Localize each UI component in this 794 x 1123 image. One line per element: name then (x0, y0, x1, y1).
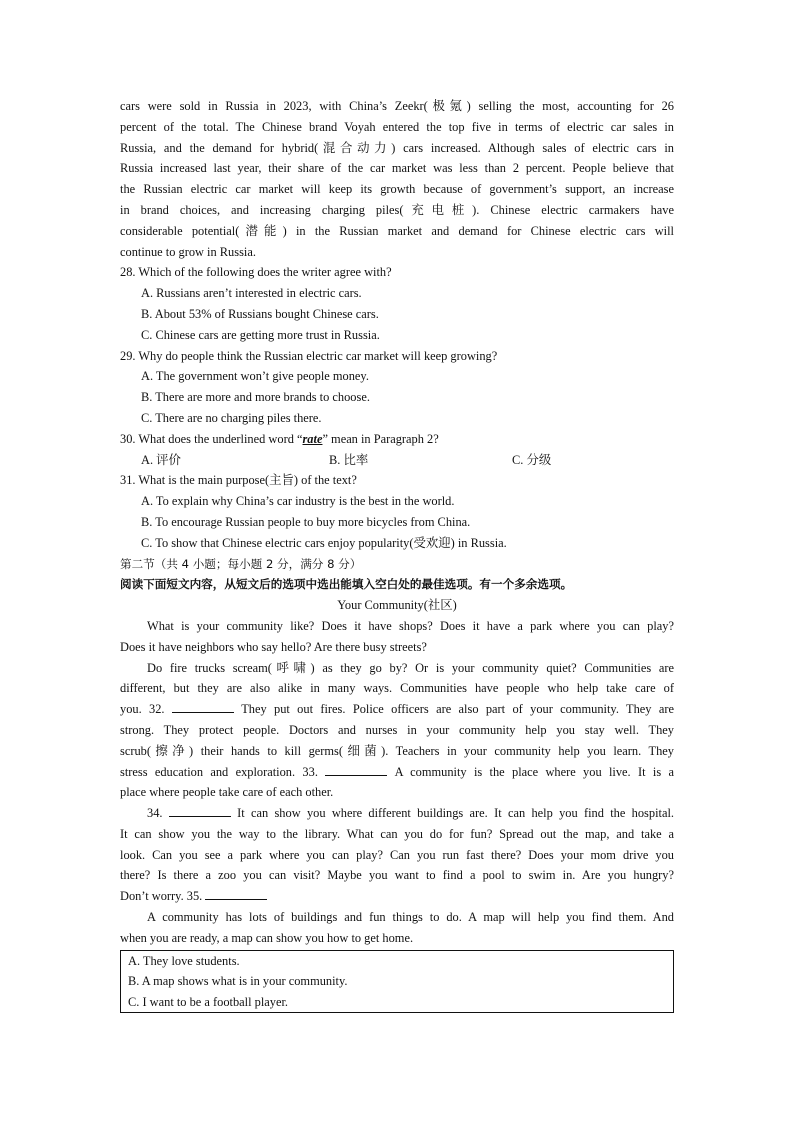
passage-line: there? Is there a zoo you can visit? Maybe you want to find a pool to swim in. Are you hungry? (120, 868, 674, 883)
question-stem (120, 429, 674, 450)
passage-line: Russia increased last year, their share of the car market was less than 2 percent. People believe that (120, 161, 674, 176)
passage-line (120, 803, 674, 824)
passage-line: It can show you the way to the library. What can you do for fun? Spread out the map, and take a (120, 826, 674, 841)
paragraph-4 (120, 907, 674, 949)
section-instruction: 阅读下面短文内容，从短文后的选项中选出能填入空白处的最佳选项。有一个多余选项。 (120, 577, 573, 592)
passage-line: when you are ready, a map can show you how to get home. (120, 930, 414, 945)
passage-line: cars were sold in Russia in 2023, with China’s Zeekr(极氪) selling the most, accounting for 26 (120, 99, 674, 113)
passage-line: different, but they are also alike in many ways. Communities have people who help take care of (120, 681, 674, 696)
option-a: A. The government won’t give people money. (141, 369, 369, 384)
passage-line (120, 699, 674, 720)
section-heading: 第二节（共 4 小题；每小题 2 分，满分 8 分） (120, 556, 362, 571)
passage-line (120, 762, 674, 783)
passage-text: It can show you where different buildings are. It can help you find the hospital. (237, 806, 674, 821)
option-b: B. About 53% of Russians bought Chinese cars. (141, 306, 379, 321)
target-word: rate (302, 431, 323, 446)
stem-suffix: ” mean in Paragraph 2? (322, 431, 439, 446)
passage-text: They put out fires. Police officers are also part of your community. They are (241, 702, 674, 717)
passage-line: percent of the total. The Chinese brand Voyah entered the top five in terms of electric car sales in (120, 119, 674, 134)
passage-line: What is your community like? Does it have shops? Does it have a park where you can play? (147, 618, 674, 633)
passage-text: A community is the place where you live. It is a (394, 764, 674, 779)
paragraph-2 (120, 658, 674, 804)
passage-line: Does it have neighbors who say hello? Are there busy streets? (120, 639, 427, 654)
option-b: B. 比率 (329, 452, 369, 467)
passage-line: strong. They protect people. Doctors and nurses in your community help you stay well. They (120, 722, 674, 737)
passage-line: place where people take care of each other. (120, 785, 334, 800)
question-31 (120, 470, 674, 553)
option-a: A. They love students. (128, 953, 240, 968)
passage-line: look. Can you see a park where you can play? Can you run fast there? Does your mom drive you (120, 847, 674, 862)
passage-line: A community has lots of buildings and fun things to do. A map will help you find them. And (147, 910, 674, 925)
option-b: B. There are more and more brands to choose. (141, 390, 370, 405)
option-c: C. There are no charging piles there. (141, 410, 322, 425)
option-b: B. A map shows what is in your community. (128, 974, 348, 989)
question-28 (120, 262, 674, 345)
blank-32[interactable] (172, 699, 234, 713)
question-30 (120, 429, 674, 471)
question-stem: 28. Which of the following does the writer agree with? (120, 265, 392, 280)
options-box (120, 950, 674, 1014)
option-c: C. 分级 (512, 452, 552, 467)
options-row (120, 450, 674, 471)
section-two (120, 554, 674, 616)
option-a: A. 评价 (141, 452, 181, 467)
blank-label: Don’t worry. 35. (120, 889, 203, 904)
passage-line: Russia, and the demand for hybrid(混合动力) cars increased. Although sales of electric cars in (120, 140, 674, 155)
option-a: A. Russians aren’t interested in electric cars. (141, 286, 362, 301)
passage-line: scrub(擦净) their hands to kill germs(细菌). Teachers in your community help you learn. They (120, 743, 674, 758)
stem-prefix: 30. What does the underlined word “ (120, 431, 303, 446)
passage-line: continue to grow in Russia. (120, 244, 256, 259)
blank-34[interactable] (169, 803, 231, 817)
question-stem: 29. Why do people think the Russian electric car market will keep growing? (120, 348, 498, 363)
question-stem: 31. What is the main purpose(主旨) of the text? (120, 473, 357, 488)
option-c: C. To show that Chinese electric cars enjoy popularity(受欢迎) in Russia. (141, 535, 507, 550)
blank-label: you. 32. (120, 702, 165, 717)
option-a: A. To explain why China’s car industry is the best in the world. (141, 494, 455, 509)
option-c: C. I want to be a football player. (128, 994, 289, 1009)
passage-line: considerable potential(潜能) in the Russian market and demand for Chinese electric cars will (120, 223, 674, 238)
option-b: B. To encourage Russian people to buy more bicycles from China. (141, 514, 471, 529)
exam-page (120, 96, 674, 1013)
blank-33[interactable] (325, 762, 387, 776)
option-c: C. Chinese cars are getting more trust in Russia. (141, 327, 380, 342)
blank-label: stress education and exploration. 33. (120, 764, 318, 779)
passage-continuation (120, 96, 674, 262)
passage-line: in brand choices, and increasing charging piles(充电桩). Chinese electric carmakers have (120, 202, 674, 217)
paragraph-1 (120, 616, 674, 658)
passage-line: Do fire trucks scream(呼啸) as they go by? Or is your community quiet? Communities are (147, 660, 674, 675)
question-29 (120, 346, 674, 429)
blank-label: 34. (147, 806, 163, 821)
passage-line: the Russian electric car market will keep its growth because of government’s support, an increase (120, 182, 674, 197)
passage-title: Your Community(社区) (337, 598, 457, 613)
passage-line (120, 886, 674, 907)
paragraph-3 (120, 803, 674, 907)
blank-35[interactable] (205, 886, 267, 900)
